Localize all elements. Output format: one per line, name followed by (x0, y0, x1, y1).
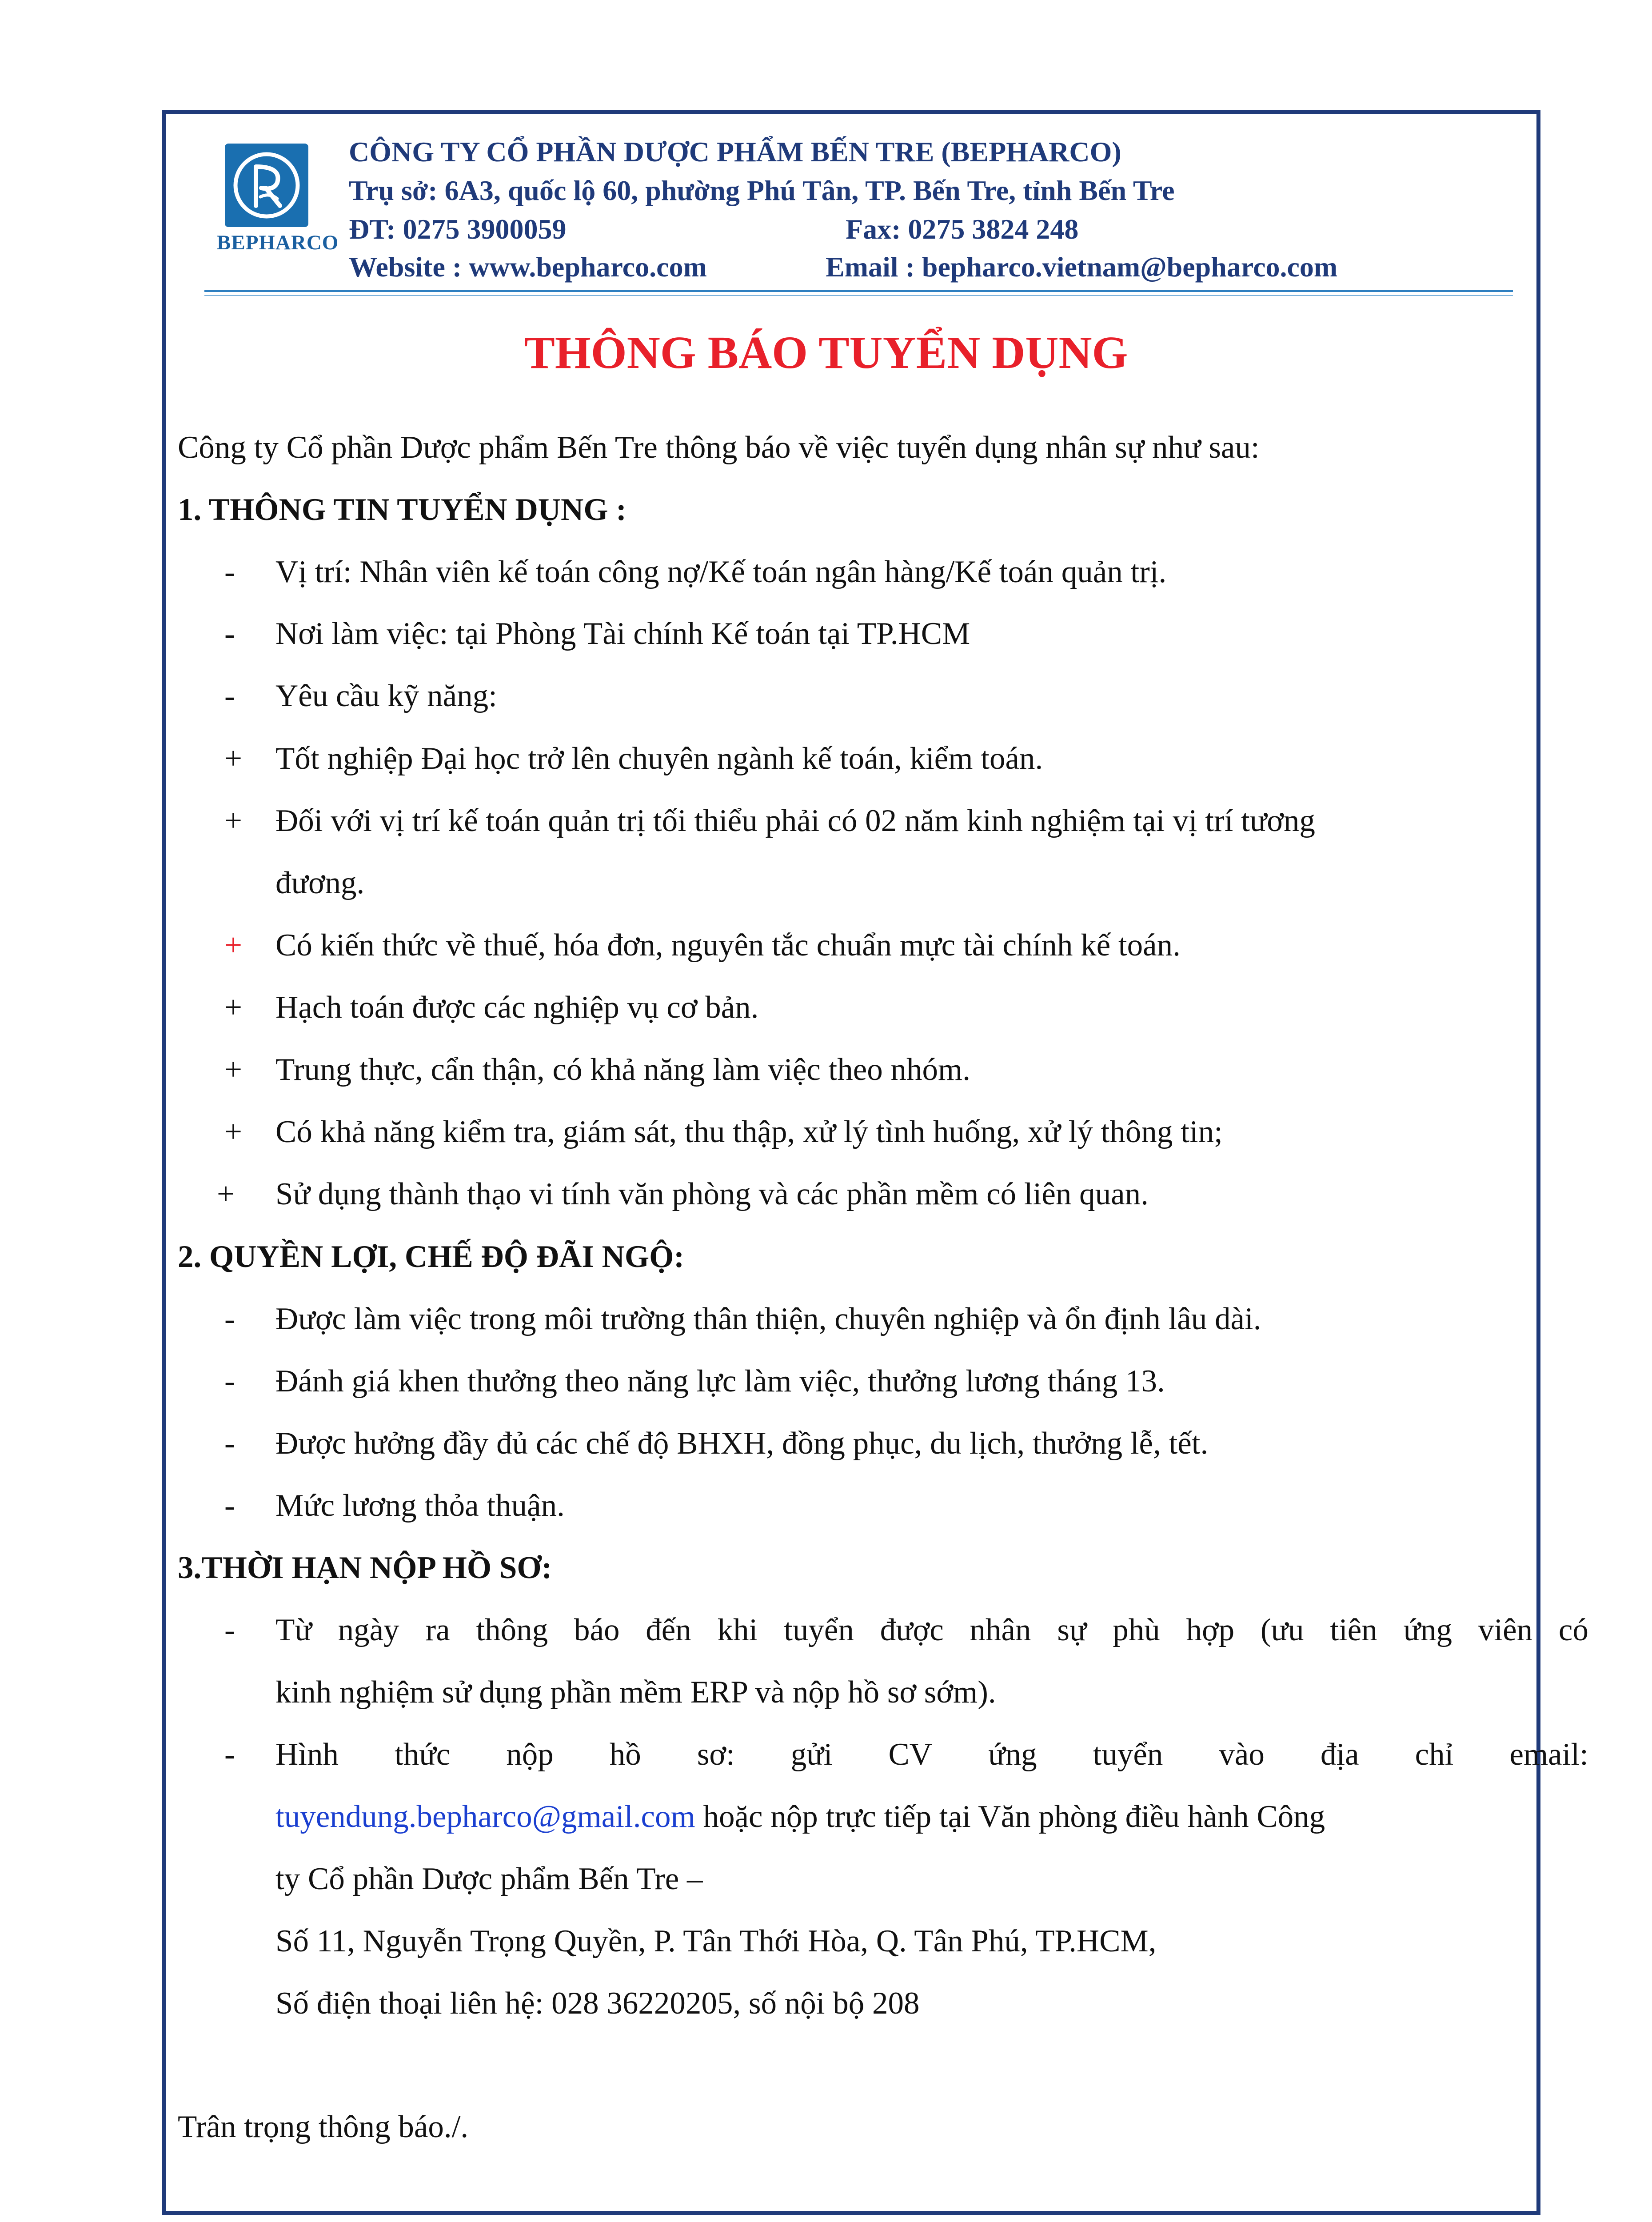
word: khi (717, 1613, 758, 1647)
list-plus: + (224, 803, 243, 838)
submission-text: hoặc nộp trực tiếp tại Văn phòng điều hành Công (695, 1799, 1325, 1834)
word: (ưu (1260, 1613, 1304, 1647)
header-divider (204, 290, 1513, 292)
word: hồ (609, 1737, 641, 1772)
word: email: (1509, 1737, 1588, 1772)
word: ứng (988, 1737, 1037, 1772)
list-plus: + (217, 1177, 235, 1211)
word: gửi (790, 1737, 833, 1772)
skills-label: Yêu cầu kỹ năng: (275, 679, 497, 713)
page-border (162, 110, 1540, 2215)
company-website: Website : www.bepharco.com (349, 251, 707, 283)
office-address: Số 11, Nguyễn Trọng Quyền, P. Tân Thới Hòa, Q. Tân Phú, TP.HCM, (275, 1924, 1157, 1958)
list-plus: + (224, 990, 243, 1025)
word: sơ: (697, 1737, 735, 1772)
word: địa (1320, 1737, 1359, 1772)
word: có (1558, 1613, 1588, 1647)
company-email: Email : bepharco.vietnam@bepharco.com (826, 251, 1338, 283)
document-title: THÔNG BÁO TUYỂN DỤNG (524, 327, 1128, 378)
list-dash: - (224, 679, 235, 713)
company-name: CÔNG TY CỔ PHẦN DƯỢC PHẨM BẾN TRE (BEPHARCO) (349, 136, 1121, 168)
word: hợp (1186, 1613, 1235, 1647)
word: sự (1057, 1613, 1087, 1647)
benefit-item: Được hưởng đầy đủ các chế độ BHXH, đồng phục, du lịch, thưởng lễ, tết. (275, 1426, 1209, 1461)
word: tuyển (784, 1613, 854, 1647)
word: chỉ (1415, 1737, 1454, 1772)
list-dash: - (224, 1737, 235, 1772)
company-address: Trụ sở: 6A3, quốc lộ 60, phường Phú Tân, TP. Bến Tre, tỉnh Bến Tre (349, 175, 1175, 206)
intro-text: Công ty Cổ phần Dược phẩm Bến Tre thông báo về việc tuyển dụng nhân sự như sau: (178, 430, 1260, 465)
list-dash: - (224, 1364, 235, 1399)
deadline-text-continued: kinh nghiệm sử dụng phần mềm ERP và nộp hồ sơ sớm). (275, 1675, 996, 1710)
word: báo (574, 1613, 620, 1647)
word: ứng (1403, 1613, 1452, 1647)
word: nhân (970, 1613, 1031, 1647)
requirement-item: Có kiến thức về thuế, hóa đơn, nguyên tắc chuẩn mực tài chính kế toán. (275, 928, 1181, 963)
benefit-item: Đánh giá khen thưởng theo năng lực làm việc, thưởng lương tháng 13. (275, 1364, 1165, 1399)
header-divider-thin (204, 295, 1513, 296)
bepharco-logo-icon (225, 144, 308, 227)
word: ra (425, 1613, 450, 1647)
section3-heading: 3.THỜI HẠN NỘP HỒ SƠ: (178, 1551, 552, 1585)
company-phone: ĐT: 0275 3900059 (349, 213, 567, 245)
word: Từ (275, 1613, 312, 1647)
list-dash: - (224, 1488, 235, 1523)
word: đến (646, 1613, 691, 1647)
work-location: Nơi làm việc: tại Phòng Tài chính Kế toán tại TP.HCM (275, 616, 970, 651)
requirement-item: Trung thực, cẩn thận, có khả năng làm việc theo nhóm. (275, 1052, 970, 1087)
word: vào (1219, 1737, 1265, 1772)
requirement-item: Hạch toán được các nghiệp vụ cơ bản. (275, 990, 759, 1025)
list-dash: - (224, 555, 235, 589)
list-dash: - (224, 1613, 235, 1647)
benefit-item: Được làm việc trong môi trường thân thiện, chuyên nghiệp và ổn định lâu dài. (275, 1302, 1261, 1336)
word: CV (888, 1737, 933, 1772)
word: tuyển (1093, 1737, 1163, 1772)
section1-heading: 1. THÔNG TIN TUYỂN DỤNG : (178, 492, 626, 527)
submission-method-continued: ty Cổ phần Dược phẩm Bến Tre – (275, 1862, 703, 1896)
requirement-item: Có khả năng kiểm tra, giám sát, thu thập, xử lý tình huống, xử lý thông tin; (275, 1115, 1223, 1149)
deadline-text (275, 1615, 1588, 1646)
closing-text: Trân trọng thông báo./. (178, 2110, 469, 2144)
job-position: Vị trí: Nhân viên kế toán công nợ/Kế toán ngân hàng/Kế toán quản trị. (275, 555, 1167, 589)
list-plus: + (224, 1115, 243, 1149)
list-plus: + (224, 928, 243, 963)
word: thức (395, 1737, 451, 1772)
company-logo (217, 144, 339, 259)
requirement-item-continued: đương. (275, 866, 365, 900)
word: thông (476, 1613, 548, 1647)
submission-method-continued (275, 1801, 1325, 1833)
word: nộp (506, 1737, 554, 1772)
benefit-item: Mức lương thỏa thuận. (275, 1488, 565, 1523)
list-plus: + (224, 741, 243, 776)
requirement-item: Tốt nghiệp Đại học trở lên chuyên ngành kế toán, kiểm toán. (275, 741, 1043, 776)
list-dash: - (224, 616, 235, 651)
requirement-item: Đối với vị trí kế toán quản trị tối thiểu phải có 02 năm kinh nghiệm tại vị trí tương (275, 803, 1315, 838)
list-plus: + (224, 1052, 243, 1087)
contact-phone: Số điện thoại liên hệ: 028 36220205, số nội bộ 208 (275, 1986, 920, 2021)
requirement-item: Sử dụng thành thạo vi tính văn phòng và các phần mềm có liên quan. (275, 1177, 1149, 1211)
submission-method (275, 1739, 1588, 1770)
company-fax: Fax: 0275 3824 248 (846, 213, 1079, 245)
word: Hình (275, 1737, 339, 1772)
list-dash: - (224, 1302, 235, 1336)
word: được (880, 1613, 944, 1647)
list-dash: - (224, 1426, 235, 1461)
recruitment-email-link[interactable]: tuyendung.bepharco@gmail.com (275, 1799, 695, 1834)
logo-text: BEPHARCO (217, 231, 339, 254)
word: ngày (338, 1613, 399, 1647)
section2-heading: 2. QUYỀN LỢI, CHẾ ĐỘ ĐÃI NGỘ: (178, 1239, 685, 1274)
word: phù (1113, 1613, 1160, 1647)
word: viên (1478, 1613, 1533, 1647)
word: tiên (1330, 1613, 1377, 1647)
